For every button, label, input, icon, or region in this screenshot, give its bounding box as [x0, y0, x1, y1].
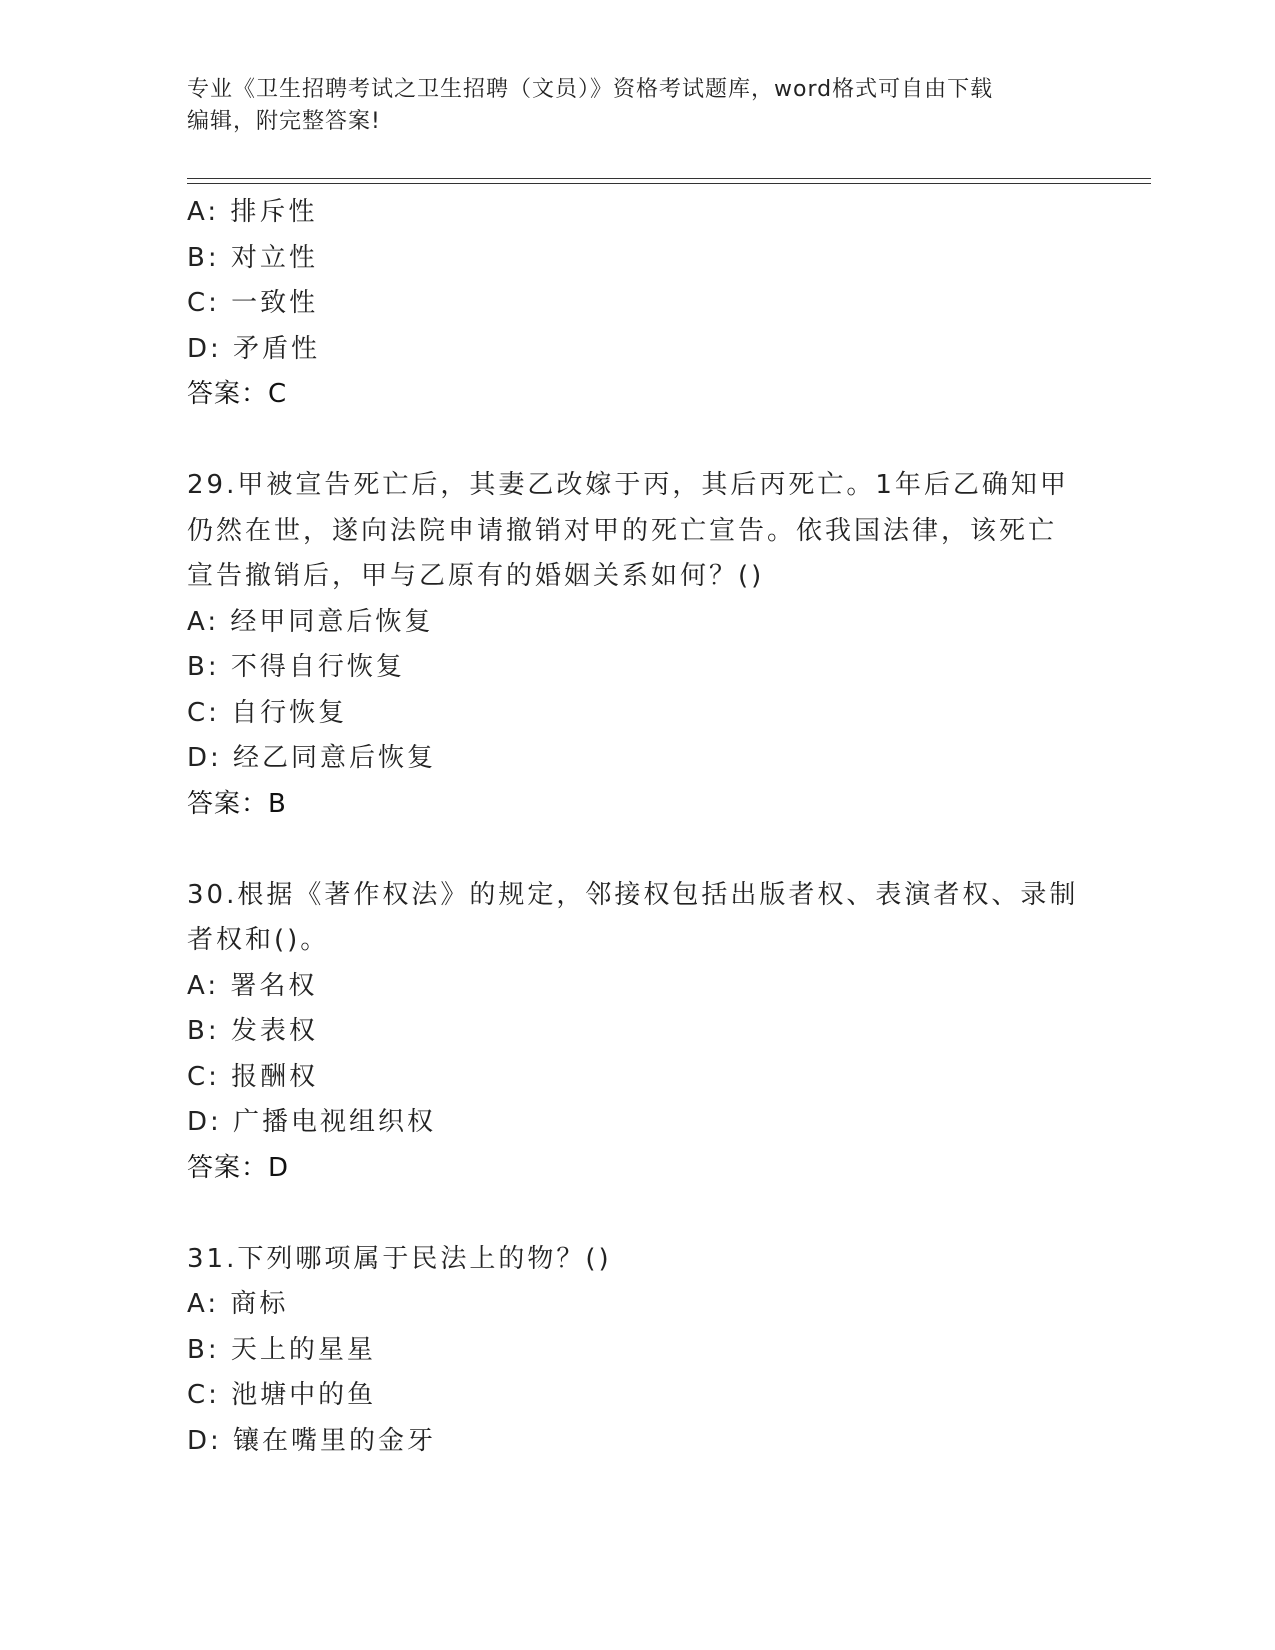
- option-b: B: 发表权: [187, 1016, 318, 1046]
- spacer: [187, 1191, 1087, 1237]
- option-a: A: 经甲同意后恢复: [187, 606, 434, 637]
- option-d: D: 镶在嘴里的金牙: [187, 1425, 437, 1456]
- option-b: B: 天上的星星: [187, 1334, 376, 1365]
- question-stem: 宣告撤销后，甲与乙原有的婚姻关系如何？(): [187, 561, 765, 591]
- spacer: [187, 827, 1087, 873]
- question-stem: 29.甲被宣告死亡后，其妻乙改嫁于丙，其后丙死亡。1年后乙确知甲: [187, 470, 1069, 500]
- answer-label: 答案：C: [187, 379, 288, 409]
- question-stem: 仍然在世，遂向法院申请撤销对甲的死亡宣告。依我国法律，该死亡: [187, 515, 1058, 546]
- question-29-block: [187, 463, 1087, 827]
- header-line-2: 编辑，附完整答案!: [187, 109, 381, 134]
- option-c: C: 自行恢复: [187, 697, 348, 728]
- question-31-block: [187, 1237, 1087, 1465]
- header-line-1: 专业《卫生招聘考试之卫生招聘（文员）》资格考试题库，word格式可自由下载: [187, 77, 994, 102]
- option-b: B: 不得自行恢复: [187, 652, 405, 682]
- header-rule-bottom: [187, 183, 1151, 184]
- option-c: C: 一致性: [187, 288, 319, 318]
- question-list: [187, 190, 1087, 1464]
- question-28-block: [187, 190, 1087, 418]
- header-rule-top: [187, 178, 1151, 179]
- option-d: D: 广播电视组织权: [187, 1107, 437, 1137]
- option-a: A: 排斥性: [187, 197, 318, 227]
- spacer: [187, 418, 1087, 464]
- question-stem: 者权和()。: [187, 925, 330, 955]
- question-30-block: [187, 873, 1087, 1192]
- option-b: B: 对立性: [187, 242, 318, 273]
- document-header: [187, 74, 1087, 138]
- option-d: D: 矛盾性: [187, 333, 321, 364]
- question-stem: 30.根据《著作权法》的规定，邻接权包括出版者权、表演者权、录制: [187, 879, 1079, 910]
- option-d: D: 经乙同意后恢复: [187, 743, 437, 773]
- question-stem: 31.下列哪项属于民法上的物？(): [187, 1243, 612, 1274]
- option-c: C: 池塘中的鱼: [187, 1380, 377, 1410]
- option-c: C: 报酬权: [187, 1061, 319, 1092]
- option-a: A: 商标: [187, 1289, 289, 1319]
- answer-label: 答案：B: [187, 788, 287, 819]
- option-a: A: 署名权: [187, 970, 318, 1001]
- answer-label: 答案：D: [187, 1152, 290, 1183]
